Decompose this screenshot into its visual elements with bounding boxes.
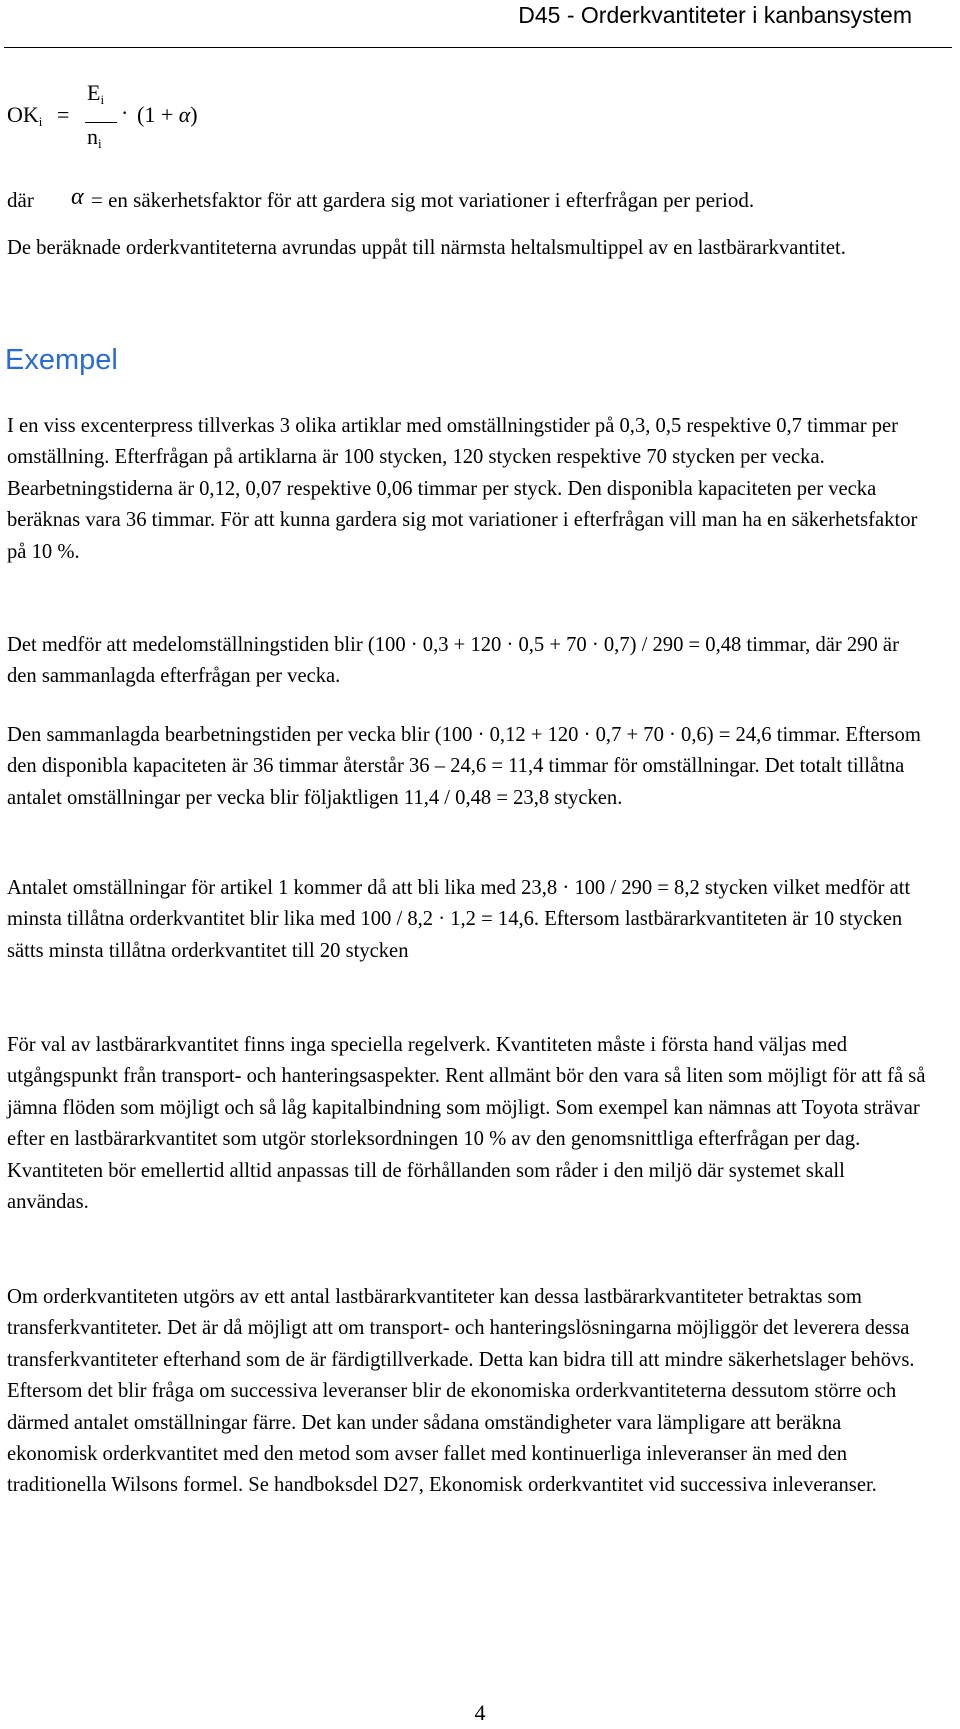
formula-lhs: $OK_i$ (7, 102, 43, 129)
carrier-choice-paragraph: För val av lastbärarkvantitet finns inga speciella regelverk. Kvantiteten måste i första hand väljas med utgångspunkt från transport- och hanteringsaspekter. Rent allmänt bör den vara så liten som möjligt för att få så jämna flöden som möjligt och så låg kapitalbindning som möjligt. Som exempel kan nämnas att Toyota strävar efter en lastbärarkvantitet som utgör storleksordningen 10 % av den genomsnittliga efterfrågan per dag. Kvantiteten bör emellertid alltid anpassas till de förhållanden som råder i den miljö där systemet skall användas. (7, 1034, 926, 1214)
example-heading: Exempel (5, 344, 118, 376)
rounding-paragraph: De beräknade orderkvantiteterna avrundas uppåt till närmsta heltalsmultippel av en lastbärarkvantitet. (7, 237, 846, 259)
setup-time-paragraph: Det medför att medelomställningstiden blir (100 · 0,3 + 120 · 0,5 + 70 · 0,7) / 290 = 0,48 timmar, där 290 är den sammanlagda efterfrågan per vecka. (7, 634, 899, 688)
alpha-symbol: α (71, 184, 84, 210)
processing-time-paragraph: Den sammanlagda bearbetningstiden per vecka blir (100 · 0,12 + 120 · 0,7 + 70 · 0,6) = 24,6 timmar. Eftersom den disponibla kapaciteten är 36 timmar återstår 36 – 24,6 = 11,4 timmar för omställningar. Det totalt tillåtna antalet omställningar per vecka blir följaktligen 11,4 / 0,48 = 23,8 stycken. (7, 724, 921, 809)
page-number: 4 (474, 1700, 486, 1725)
example-intro-paragraph: I en viss excenterpress tillverkas 3 olika artiklar med omställningstider på 0,3, 0,5 respektive 0,7 timmar per omställning. Efterfrågan på artiklarna är 100 stycken, 120 stycken respektive 70 stycken per vecka. Bearbetningstiderna är 0,12, 0,07 respektive 0,06 timmar per styck. Den disponibla kapaciteten per vecka beräknas vara 36 timmar. För att kunna gardera sig mot variationer i efterfrågan vill man ha en säkerhetsfaktor på 10 %. (7, 415, 918, 563)
article-one-paragraph: Antalet omställningar för artikel 1 kommer då att bli lika med 23,8 · 100 / 290 = 8,2 stycken vilket medför att minsta tillåtna orderkvantitet blir lika med 100 / 8,2 · 1,2 = 14,6. Eftersom lastbärarkvantiteten är 10 stycken sätts minsta tillåtna orderkvantitet till 20 stycken (7, 877, 911, 962)
formula-fraction-bar (85, 122, 117, 123)
formula-factor: (1 + α) (137, 102, 198, 127)
formula-dot: · (121, 100, 129, 125)
formula-denominator: $n_i$ (87, 124, 102, 151)
document-header-title: D45 - Orderkvantiteter i kanbansystem (518, 2, 912, 28)
formula-numerator: $E_i$ (87, 80, 105, 107)
definition-label: där (7, 188, 34, 212)
definition-text: = en säkerhetsfaktor för att gardera sig mot variationer i efterfrågan per period. (91, 188, 755, 212)
header-divider (4, 47, 952, 48)
order-quantity-formula (7, 80, 307, 156)
formula-equals: = (57, 102, 70, 127)
alpha-definition (7, 184, 755, 213)
transfer-paragraph: Om orderkvantiteten utgörs av ett antal lastbärarkvantiteter kan dessa lastbärarkvantiteter betraktas som transferkvantiteter. Det är då möjligt att om transport- och hanteringslösningarna möjliggör det leverera dessa transferkvantiteter efterhand som de är färdigtillverkade. Detta kan bidra till att mindre säkerhetslager behövs. Eftersom det blir fråga om successiva leveranser blir de ekonomiska orderkvantiteterna dessutom större och därmed antalet omställningar färre. Det kan under sådana omständigheter vara lämpligare att beräkna ekonomisk orderkvantitet med den metod som avser fallet med kontinuerliga inleveranser än med den traditionella Wilsons formel. Se handboksdel D27, Ekonomisk orderkvantitet vid successiva inleveranser. (7, 1286, 915, 1497)
